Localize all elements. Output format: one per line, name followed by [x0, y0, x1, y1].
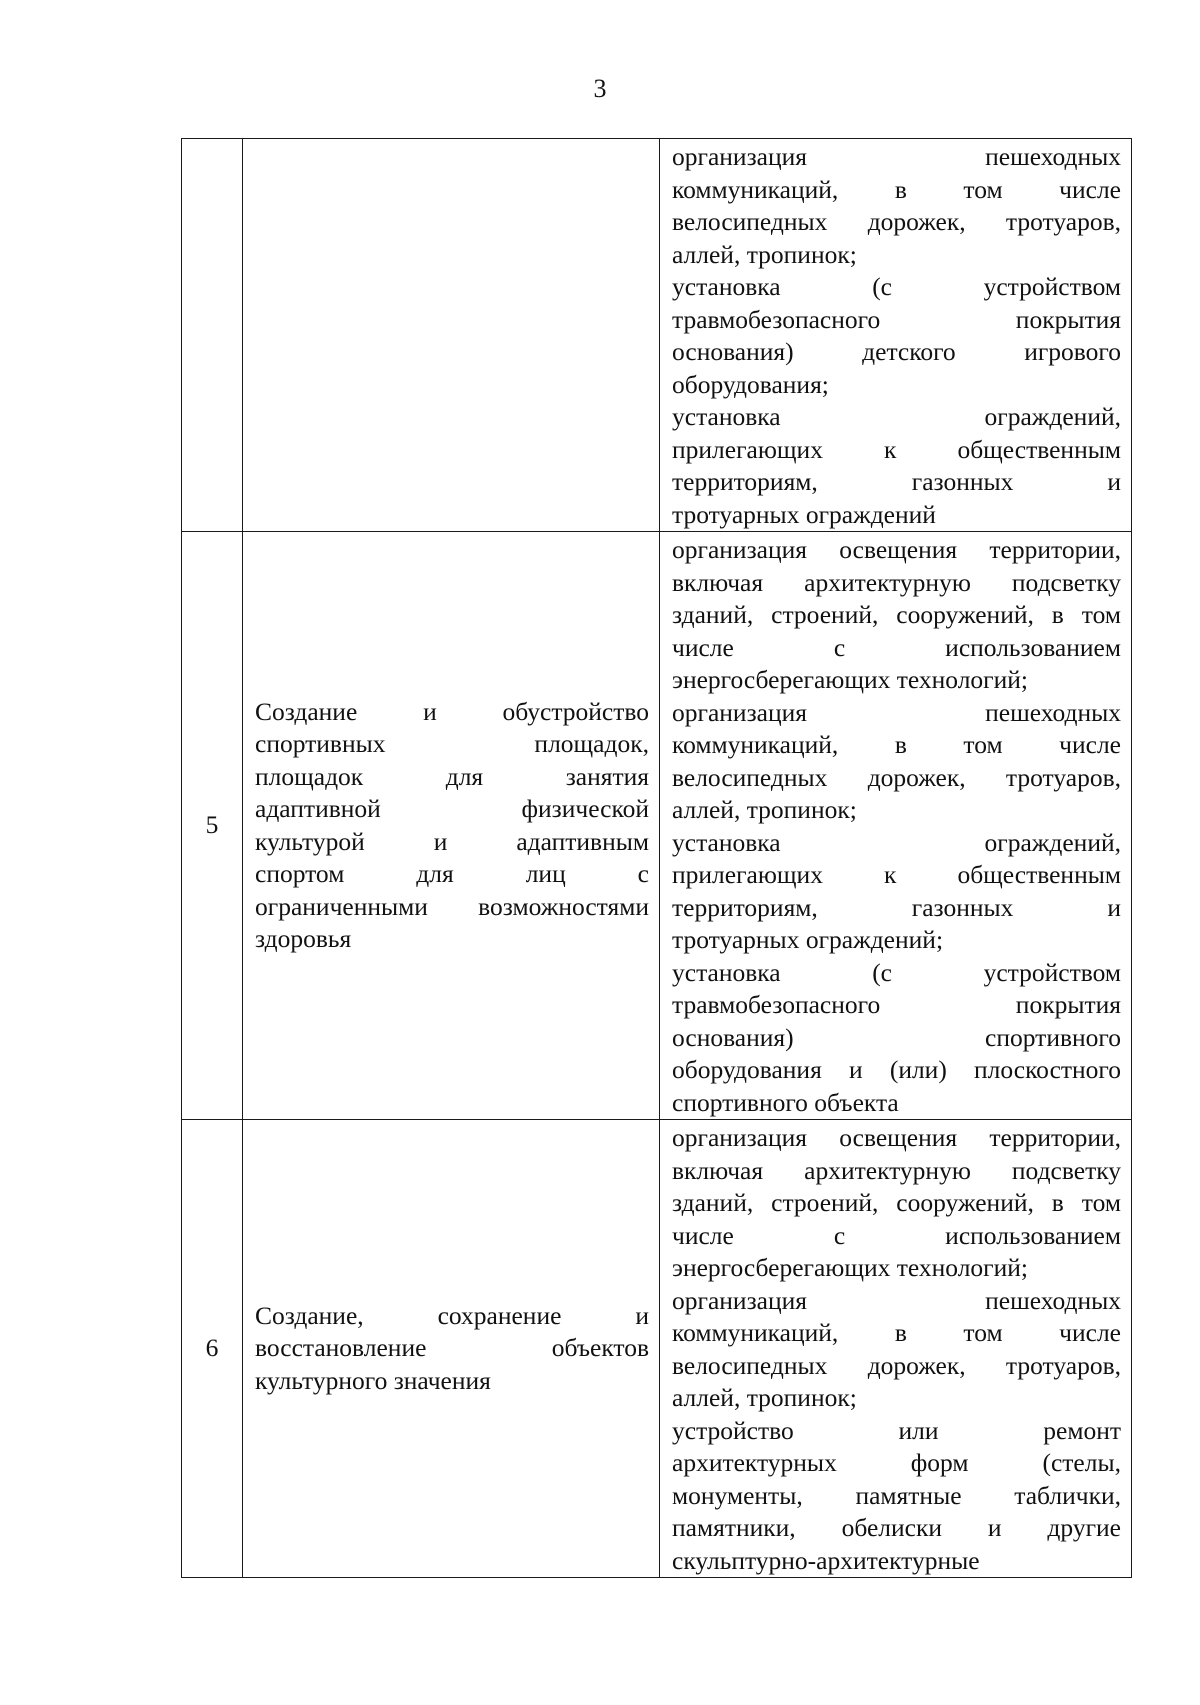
work-item-line: памятники, обелиски и другие — [672, 1513, 1121, 1542]
page-number: 3 — [593, 74, 607, 103]
work-item-line: монументы, памятные таблички, — [672, 1480, 1121, 1510]
measure-name-line: Создание, сохранение и — [255, 1300, 649, 1330]
work-item-line: велосипедных дорожек, тротуаров, — [672, 762, 1121, 792]
measure-name-line: здоровья — [255, 924, 352, 953]
table-row — [182, 532, 1132, 1120]
work-item-line: зданий, строений, сооружений, в том — [672, 1188, 1121, 1217]
work-item-line: аллей, тропинок; — [672, 239, 857, 269]
work-item — [672, 271, 1121, 401]
work-item — [672, 957, 1121, 1120]
work-item-line: территориям, газонных и — [672, 892, 1121, 922]
measure-name-cell — [243, 139, 660, 532]
work-item-line: велосипедных дорожек, тротуаров, — [672, 207, 1121, 236]
work-item — [672, 534, 1121, 697]
measure-name-line: ограниченными возможностями — [255, 891, 649, 921]
work-item-line: тротуарных ограждений — [672, 499, 936, 529]
work-item-line: устройство или ремонт — [672, 1415, 1121, 1445]
work-item-line: организация пешеходных — [672, 142, 1121, 171]
work-item — [672, 1285, 1121, 1415]
measure-name-line: адаптивной физической — [255, 794, 649, 823]
work-item-line: спортивного объекта — [672, 1087, 899, 1117]
measure-name-cell — [243, 1120, 660, 1578]
measure-name-line: культурой и адаптивным — [255, 826, 649, 856]
measure-name-line: спортивных площадок, — [255, 729, 649, 758]
work-item — [672, 401, 1121, 531]
work-item-line: числе с использованием — [672, 1220, 1121, 1250]
work-item-line: скульптурно-архитектурные — [672, 1545, 980, 1575]
work-types-cell — [660, 1120, 1132, 1578]
measure-name-line: восстановление объектов — [255, 1333, 649, 1363]
work-item-line: энергосберегающих технологий; — [672, 1253, 1029, 1282]
work-item-line: архитектурных форм (стелы, — [672, 1448, 1121, 1477]
row-number: 5 — [182, 532, 243, 1120]
measures-table — [181, 138, 1132, 1578]
work-item-line: территориям, газонных и — [672, 467, 1121, 496]
work-item — [672, 141, 1121, 271]
work-item — [672, 1122, 1121, 1285]
work-item-line: прилегающих к общественным — [672, 860, 1121, 889]
work-item — [672, 827, 1121, 957]
work-item-line: энергосберегающих технологий; — [672, 665, 1029, 694]
work-item — [672, 697, 1121, 827]
work-item-line: установка (с устройством — [672, 272, 1121, 301]
row-number — [182, 139, 243, 532]
table-row — [182, 1120, 1132, 1578]
work-item-line: включая архитектурную подсветку — [672, 1155, 1121, 1185]
work-item-line: организация освещения территории, — [672, 535, 1121, 564]
measure-name-line: площадок для занятия — [255, 761, 649, 791]
work-item-line: прилегающих к общественным — [672, 434, 1121, 464]
work-item-line: основания) спортивного — [672, 1022, 1121, 1052]
row-number: 6 — [182, 1120, 243, 1578]
measure-name-line: культурного значения — [255, 1365, 491, 1395]
work-item-line: коммуникаций, в том числе — [672, 730, 1121, 759]
work-item-line: коммуникаций, в том числе — [672, 174, 1121, 204]
work-item — [672, 1415, 1121, 1578]
work-types-cell — [660, 139, 1132, 532]
work-item-line: травмобезопасного покрытия — [672, 304, 1121, 334]
work-item-line: велосипедных дорожек, тротуаров, — [672, 1350, 1121, 1380]
table-body — [182, 139, 1132, 1578]
work-item-line: коммуникаций, в том числе — [672, 1318, 1121, 1347]
work-item-line: организация пешеходных — [672, 697, 1121, 727]
work-types-cell — [660, 532, 1132, 1120]
work-item-line: основания) детского игрового — [672, 337, 1121, 366]
work-item-line: числе с использованием — [672, 632, 1121, 662]
measure-name-line: Создание и обустройство — [255, 696, 649, 726]
work-item-line: включая архитектурную подсветку — [672, 567, 1121, 597]
work-item-line: аллей, тропинок; — [672, 1383, 857, 1412]
measure-name-cell — [243, 532, 660, 1120]
work-item-line: зданий, строений, сооружений, в том — [672, 600, 1121, 629]
work-item-line: организация освещения территории, — [672, 1123, 1121, 1152]
work-item-line: установка (с устройством — [672, 957, 1121, 987]
work-item-line: оборудования и (или) плоскостного — [672, 1055, 1121, 1084]
work-item-line: установка ограждений, — [672, 827, 1121, 857]
work-item-line: организация пешеходных — [672, 1285, 1121, 1315]
work-item-line: установка ограждений, — [672, 402, 1121, 431]
work-item-line: оборудования; — [672, 369, 829, 399]
work-item-line: травмобезопасного покрытия — [672, 990, 1121, 1019]
measure-name-line: спортом для лиц с — [255, 859, 649, 888]
table-row — [182, 139, 1132, 532]
work-item-line: аллей, тропинок; — [672, 795, 857, 824]
work-item-line: тротуарных ограждений; — [672, 925, 944, 954]
